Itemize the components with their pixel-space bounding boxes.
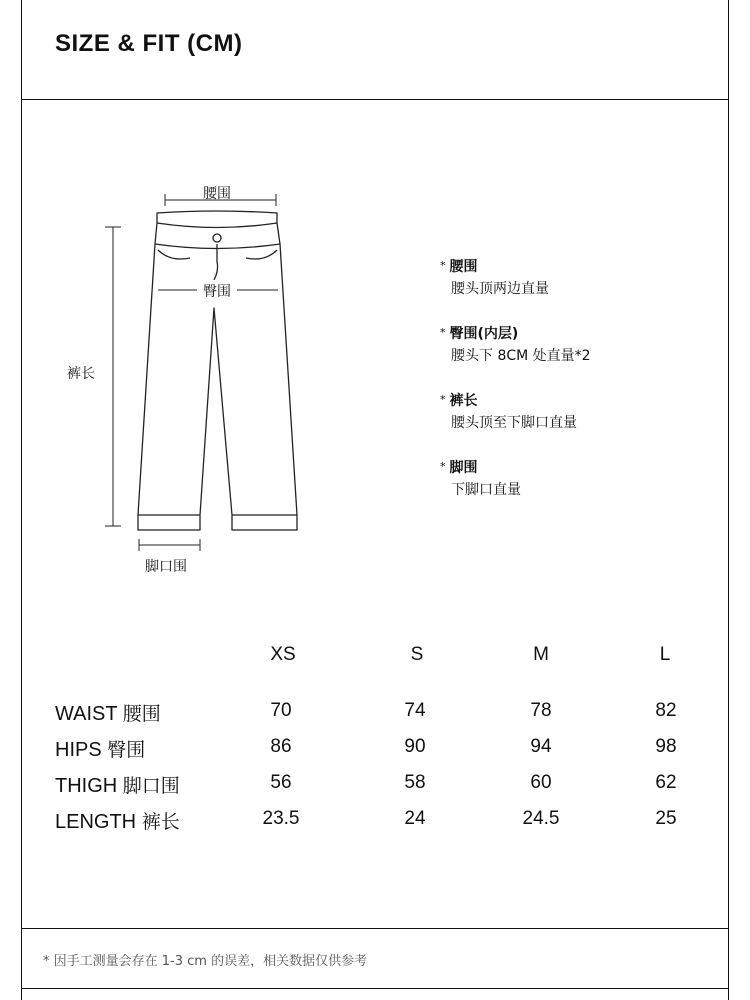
table-cell: 24 (404, 808, 426, 829)
table-row-label-hips (55, 735, 145, 762)
note-desc: 腰头顶两边直量 (451, 281, 549, 297)
table-cell: 56 (270, 772, 292, 793)
table-cell: 70 (270, 700, 292, 721)
note-title: 裤长 (449, 393, 478, 409)
table-cell: 82 (655, 700, 677, 721)
table-cell: 58 (404, 772, 426, 793)
page-title: SIZE & FIT (CM) (55, 30, 243, 57)
row-label-en: LENGTH (55, 811, 137, 833)
table-cell: 60 (530, 772, 552, 793)
row-label-cn: 脚口围 (122, 775, 180, 797)
table-cell: 94 (530, 736, 552, 757)
asterisk-icon: * (440, 326, 446, 339)
asterisk-icon: * (440, 460, 446, 473)
table-cell: 78 (530, 700, 552, 721)
table-row-label-length (55, 807, 180, 834)
table-cell: 62 (655, 772, 677, 793)
measurement-notes (440, 255, 591, 523)
note-desc: 腰头下 8CM 处直量*2 (451, 348, 591, 364)
table-row-label-thigh (55, 771, 180, 798)
note-hem (440, 456, 591, 501)
table-row-label-waist (55, 699, 161, 726)
length-label: 裤长 (67, 366, 95, 382)
table-cell: 24.5 (522, 808, 560, 829)
table-cell: 25 (655, 808, 677, 829)
note-desc: 下脚口直量 (451, 482, 521, 498)
row-label-cn: 腰围 (122, 703, 161, 725)
hem-label: 脚口围 (145, 559, 187, 575)
row-label-en: WAIST (55, 703, 118, 725)
hips-label: 臀围 (203, 284, 231, 300)
note-title: 脚围 (449, 460, 478, 476)
measurement-disclaimer: * 因手工测量会存在 1-3 cm 的误差，相关数据仅供参考 (43, 954, 368, 969)
asterisk-icon: * (440, 259, 446, 272)
table-cell: 90 (404, 736, 426, 757)
table-cell: 74 (404, 700, 426, 721)
row-label-cn: 裤长 (141, 811, 180, 833)
table-cell: 23.5 (262, 808, 300, 829)
note-title: 臀围(内层) (449, 326, 519, 342)
row-label-en: THIGH (55, 775, 118, 797)
row-label-cn: 臀围 (107, 739, 146, 761)
note-desc: 腰头顶至下脚口直量 (451, 415, 577, 431)
note-title: 腰围 (449, 259, 478, 275)
note-waist (440, 255, 591, 300)
note-length (440, 389, 591, 434)
footer-divider-bottom (21, 988, 729, 989)
size-header-m: M (533, 644, 549, 665)
size-header-l: L (659, 644, 671, 665)
size-header-s: S (410, 644, 424, 665)
note-hips (440, 322, 591, 367)
table-cell: 98 (655, 736, 677, 757)
row-label-en: HIPS (55, 739, 102, 761)
waist-label: 腰围 (203, 186, 231, 202)
table-cell: 86 (270, 736, 292, 757)
footer-divider-top (21, 928, 729, 929)
asterisk-icon: * (440, 393, 446, 406)
size-header-xs: XS (270, 644, 296, 665)
